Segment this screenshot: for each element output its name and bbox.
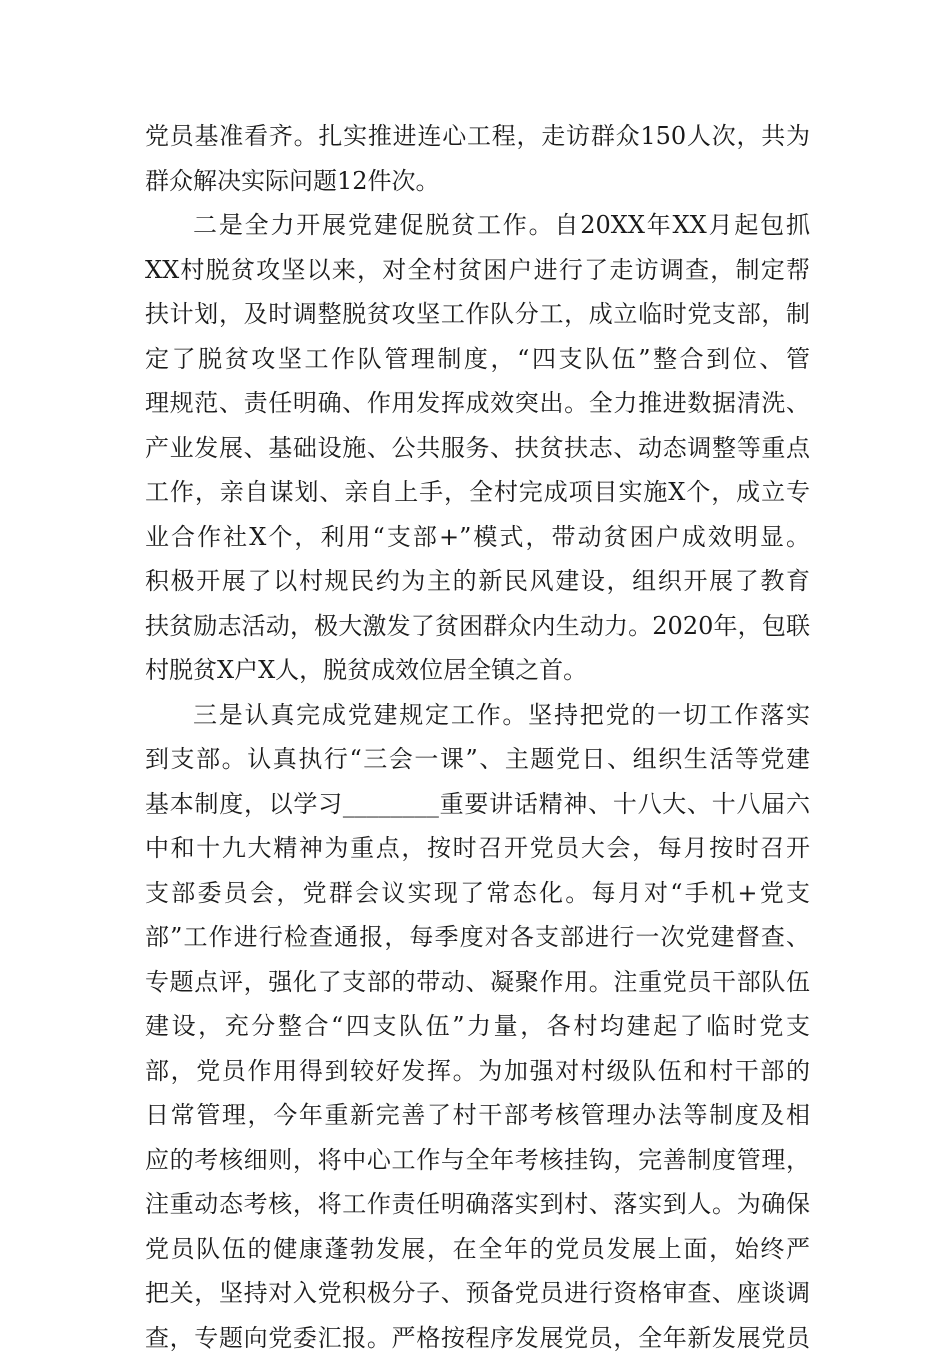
text-line: 部”工作进行检查通报，每季度对各支部进行一次党建督查、 xyxy=(145,915,810,960)
text-line: 专题点评，强化了支部的带动、凝聚作用。注重党员干部队伍 xyxy=(145,960,810,1005)
text-line: 产业发展、基础设施、公共服务、扶贫扶志、动态调整等重点 xyxy=(145,426,810,471)
text-line: 群众解决实际问题12件次。 xyxy=(145,159,810,204)
text-line: 积极开展了以村规民约为主的新民风建设，组织开展了教育 xyxy=(145,559,810,604)
text-line: 村脱贫X户X人，脱贫成效位居全镇之首。 xyxy=(145,648,810,693)
paragraph-first-line: 二是全力开展党建促脱贫工作。自20XX年XX月起包抓 xyxy=(145,203,810,248)
text-line: 把关，坚持对入党积极分子、预备党员进行资格审查、座谈调 xyxy=(145,1271,810,1316)
text-line: 基本制度，以学习________重要讲话精神、十八大、十八届六 xyxy=(145,782,810,827)
text-line: 部，党员作用得到较好发挥。为加强对村级队伍和村干部的 xyxy=(145,1049,810,1094)
text-line: XX村脱贫攻坚以来，对全村贫困户进行了走访调查，制定帮 xyxy=(145,248,810,293)
text-line: 日常管理，今年重新完善了村干部考核管理办法等制度及相 xyxy=(145,1093,810,1138)
text-line: 业合作社X个，利用“支部+”模式，带动贫困户成效明显。 xyxy=(145,515,810,560)
text-line: 工作，亲自谋划、亲自上手，全村完成项目实施X个，成立专 xyxy=(145,470,810,515)
text-line: 扶贫励志活动，极大激发了贫困群众内生动力。2020年，包联 xyxy=(145,604,810,649)
text-line: 定了脱贫攻坚工作队管理制度，“四支队伍”整合到位、管 xyxy=(145,337,810,382)
text-line: 支部委员会，党群会议实现了常态化。每月对“手机+党支 xyxy=(145,871,810,916)
text-line: 中和十九大精神为重点，按时召开党员大会，每月按时召开 xyxy=(145,826,810,871)
text-line: 理规范、责任明确、作用发挥成效突出。全力推进数据清洗、 xyxy=(145,381,810,426)
document-body xyxy=(145,114,810,1360)
text-line: 查，专题向党委汇报。严格按程序发展党员，全年新发展党员 xyxy=(145,1316,810,1360)
text-line: 应的考核细则，将中心工作与全年考核挂钩，完善制度管理， xyxy=(145,1138,810,1183)
text-line: 党员队伍的健康蓬勃发展，在全年的党员发展上面，始终严 xyxy=(145,1227,810,1272)
paragraph-first-line: 三是认真完成党建规定工作。坚持把党的一切工作落实 xyxy=(145,693,810,738)
text-line: 注重动态考核，将工作责任明确落实到村、落实到人。为确保 xyxy=(145,1182,810,1227)
text-line: 建设，充分整合“四支队伍”力量，各村均建起了临时党支 xyxy=(145,1004,810,1049)
text-line: 到支部。认真执行“三会一课”、主题党日、组织生活等党建 xyxy=(145,737,810,782)
text-line: 扶计划，及时调整脱贫攻坚工作队分工，成立临时党支部，制 xyxy=(145,292,810,337)
text-line: 党员基准看齐。扎实推进连心工程，走访群众150人次，共为 xyxy=(145,114,810,159)
